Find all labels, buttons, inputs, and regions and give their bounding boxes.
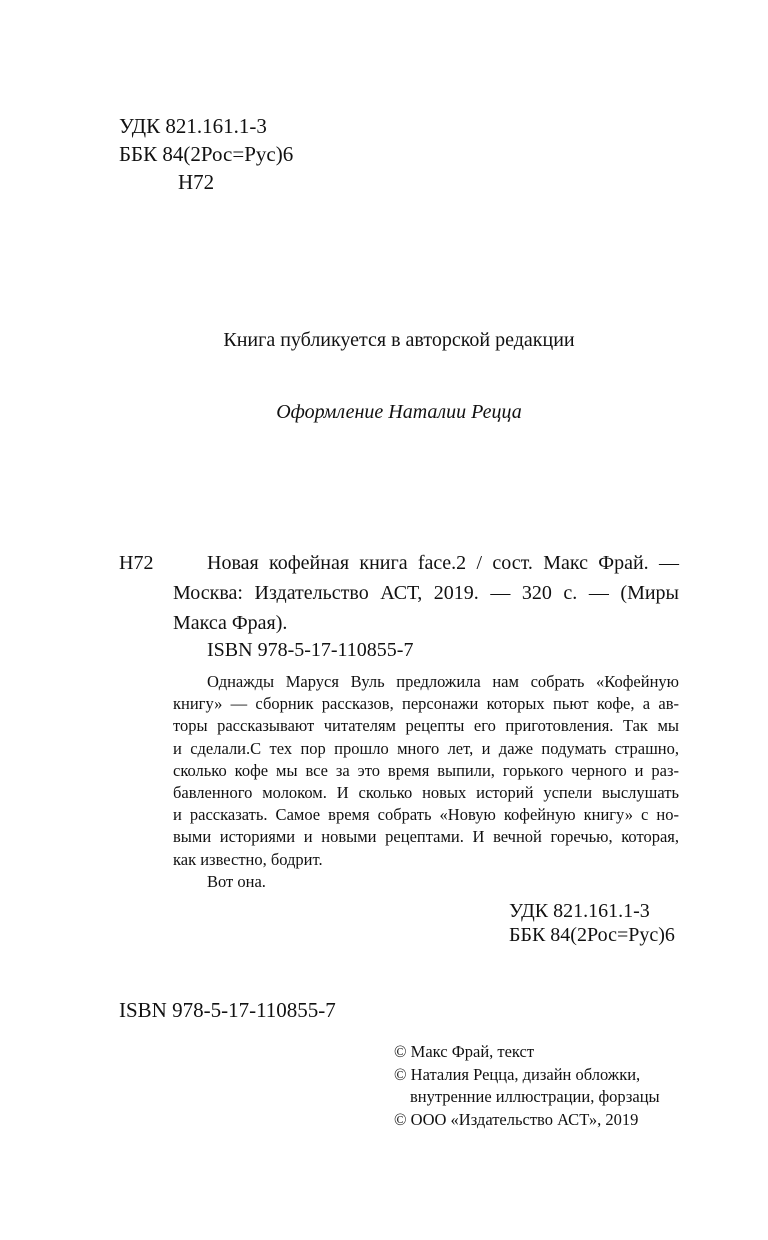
edition-note: Книга публикуется в авторской редакции — [223, 329, 575, 351]
udc-code-top: УДК 821.161.1-3 — [119, 114, 267, 138]
copyright-block — [394, 1041, 660, 1131]
bibliographic-entry — [173, 548, 679, 638]
author-sign-top: Н72 — [178, 170, 215, 194]
entry-line: Москва: Издательство АСТ, 2019. — 320 с. — (Миры — [173, 582, 679, 604]
entry-line: Макса Фрая). — [173, 612, 288, 634]
bbk-code-right: ББК 84(2Рос=Рус)6 — [509, 924, 675, 946]
copyright-line: © ООО «Издательство АСТ», 2019 — [394, 1109, 639, 1129]
annotation-line: и сделали.С тех пор прошло много лет, и даже подумать страшно, — [173, 738, 679, 758]
annotation-line: торы рассказывают читателям рецепты его приготовления. Так мы — [173, 716, 679, 736]
copyright-line: © Макс Фрай, текст — [394, 1042, 535, 1061]
annotation-line: сколько кофе мы все за это время выпили, горького черного и раз- — [173, 760, 679, 780]
annotation-line: книгу» — сборник рассказов, персонажи которых пьют кофе, а ав- — [173, 694, 679, 714]
entry-isbn: ISBN 978-5-17-110855-7 — [207, 639, 414, 661]
annotation — [173, 671, 679, 893]
copyright-line: внутренние иллюстрации, форзацы — [410, 1087, 660, 1107]
entry-line: Новая кофейная книга face.2 / сост. Макс Фрай. — — [207, 552, 679, 574]
annotation-line: Вот она. — [207, 871, 266, 891]
annotation-line: как известно, бодрит. — [173, 849, 323, 869]
annotation-line: и рассказать. Самое время собрать «Новую кофейную книгу» с но- — [173, 805, 679, 825]
annotation-line: выми историями и новыми рецептами. И вечной горечью, которая, — [173, 827, 679, 847]
entry-author-sign: Н72 — [119, 552, 154, 574]
bbk-code-top: ББК 84(2Рос=Рус)6 — [119, 142, 294, 166]
copyright-line: © Наталия Рецца, дизайн обложки, — [394, 1064, 641, 1084]
annotation-line: Однажды Маруся Вуль предложила нам собрать «Кофейную — [207, 672, 679, 691]
isbn-bottom: ISBN 978-5-17-110855-7 — [119, 998, 336, 1022]
udc-code-right: УДК 821.161.1-3 — [509, 900, 650, 922]
annotation-line: бавленного молоком. И сколько новых историй успели выслушать — [173, 783, 679, 803]
design-credit: Оформление Наталии Рецца — [276, 401, 522, 423]
